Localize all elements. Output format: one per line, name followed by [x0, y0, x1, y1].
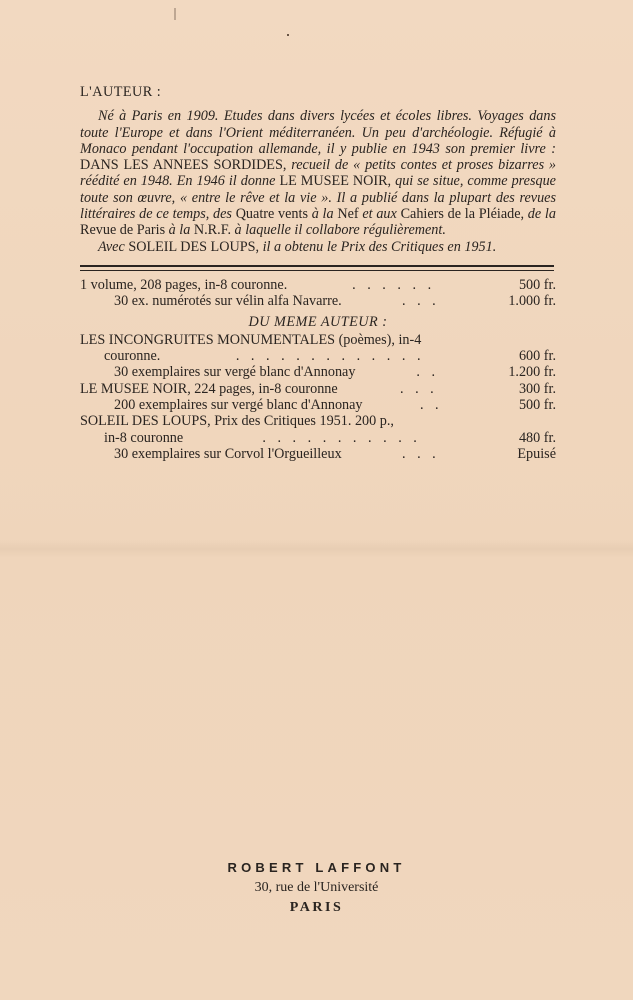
same-author-heading: DU MEME AUTEUR : [248, 313, 388, 330]
item-description: SOLEIL DES LOUPS, Prix des Critiques 1951. 200 p., [80, 413, 394, 430]
bio-text-run: DANS LES ANNEES SORDIDES, [80, 157, 292, 174]
leader-dots: . . . . . . [352, 276, 436, 293]
bio-text-run: Avec [98, 238, 129, 255]
item-description: 30 exemplaires sur vergé blanc d'Annonay [114, 364, 356, 381]
publisher-city: PARIS [289, 900, 344, 915]
item-price: 500 fr. [518, 397, 556, 414]
bio-text-run: à la [168, 222, 194, 239]
bio-text-run: Né à Paris en 1909. Etudes dans divers lycées et écoles libres. Voyages dans toute l'Europe et dans l'Orient méditerranéen. Un peu d'archéologie. Réfugié à Monaco pendant l'occupation allemande, il y publie en 1943 son premier livre : [80, 108, 556, 157]
item-price: 1.000 fr. [508, 293, 556, 310]
leader-dots: . . . [399, 380, 438, 397]
price-row [80, 277, 556, 293]
bio-text-run: Nef [337, 206, 363, 223]
item-price: Epuisé [517, 445, 556, 462]
item-description: LE MUSEE NOIR, 224 pages, in-8 couronne [80, 380, 338, 397]
leader-dots: . . . [401, 293, 440, 310]
leader-dots: . . . [401, 445, 440, 462]
price-row [80, 364, 556, 380]
bio-text-run: Quatre vents [235, 206, 312, 223]
item-price: 300 fr. [518, 380, 556, 397]
item-price: 600 fr. [518, 348, 556, 365]
item-description: 30 ex. numérotés sur vélin alfa Navarre. [114, 293, 342, 310]
price-row [80, 293, 556, 309]
item-description: 30 exemplaires sur Corvol l'Orgueilleux [114, 445, 342, 462]
bio-text-run: il a obtenu le Prix des Critiques en 1951. [262, 238, 497, 255]
bio-paragraph [80, 239, 556, 255]
author-biography [80, 108, 556, 255]
price-row [80, 413, 556, 429]
bio-text-run: qui se situe, comme presque toute son œuvre, « entre le rêve et la vie ». Il a publié dans la plupart des revues littéraires de ce temps, des [80, 173, 556, 223]
paper-mark [174, 8, 176, 20]
price-row [80, 397, 556, 413]
item-price: 480 fr. [518, 429, 556, 446]
author-heading: L'AUTEUR : [80, 84, 162, 100]
paper-speck [287, 34, 289, 36]
bio-text-run: et aux [362, 206, 401, 223]
price-row [80, 332, 556, 348]
publisher-block [0, 858, 633, 918]
bio-text-run: à la [311, 206, 338, 223]
leader-dots: . . [419, 397, 443, 414]
bio-text-run: LE MUSEE NOIR, [279, 173, 396, 190]
item-description: in-8 couronne [104, 429, 184, 446]
price-row [80, 430, 556, 446]
leader-dots: . . [416, 364, 440, 381]
separator-rule [80, 265, 554, 271]
bio-paragraph [80, 108, 556, 238]
item-description: LES INCONGRUITES MONUMENTALES (poèmes), in-4 [80, 331, 422, 348]
bio-text-run: SOLEIL DES LOUPS, [128, 238, 263, 255]
price-row [80, 381, 556, 397]
bio-text-run: Revue de Paris [80, 222, 169, 239]
item-description: 1 volume, 208 pages, in-8 couronne. [80, 276, 288, 293]
item-description: couronne. [104, 348, 161, 365]
bio-text-run: à laquelle il collabore régulièrement. [234, 222, 446, 239]
bio-text-run: Cahiers de la Pléiade, [400, 206, 528, 223]
publisher-address: 30, rue de l'Université [254, 880, 379, 895]
document-body [80, 84, 556, 462]
leader-dots: . . . . . . . . . . . . . [235, 348, 425, 365]
publisher-name: ROBERT LAFFONT [227, 860, 406, 875]
item-description: 200 exemplaires sur vergé blanc d'Annonay [114, 397, 363, 414]
edition-list [80, 277, 556, 310]
price-row [80, 348, 556, 364]
item-price: 1.200 fr. [508, 364, 556, 381]
bio-text-run: recueil de « petits contes et proses bizarres » réédité en 1948. En 1946 il donne [80, 157, 557, 190]
item-price: 500 fr. [518, 276, 556, 293]
same-author-list [80, 332, 556, 462]
price-row [80, 446, 556, 462]
bio-text-run: de la [527, 206, 556, 223]
paper-fold [0, 540, 633, 558]
bio-text-run: N.R.F. [193, 222, 235, 239]
leader-dots: . . . . . . . . . . . [262, 429, 421, 446]
